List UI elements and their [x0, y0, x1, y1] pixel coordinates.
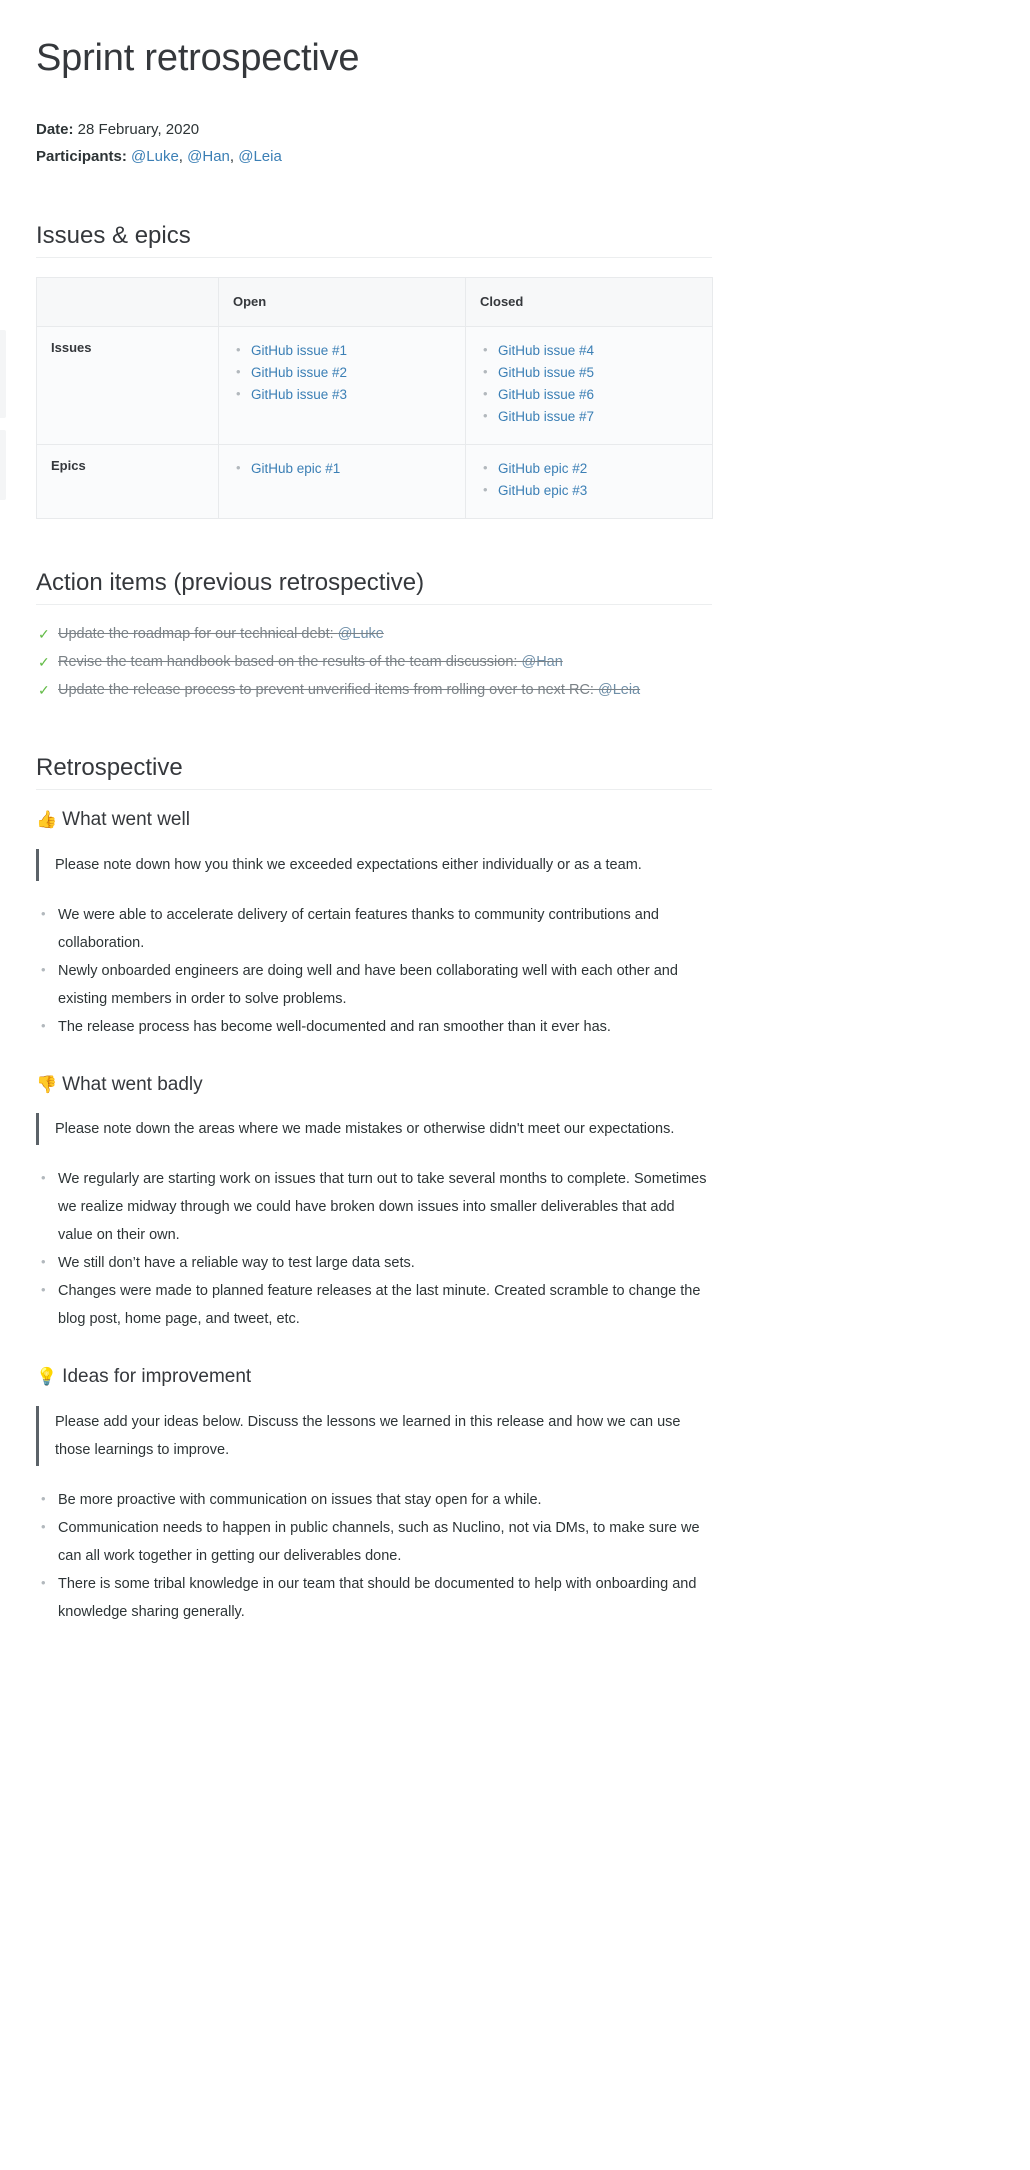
action-item-text: Update the release process to prevent unverified items from rolling over to next RC: [58, 682, 598, 699]
section-issues-epics [36, 222, 712, 519]
table-row [37, 327, 713, 445]
heading-action-items: Action items (previous retrospective) [36, 569, 712, 605]
epic-link[interactable]: GitHub epic #2 [498, 461, 588, 477]
issue-link[interactable]: GitHub issue #6 [498, 387, 595, 403]
list-item[interactable] [480, 384, 698, 406]
check-icon: ✓ [38, 626, 50, 643]
issues-epics-table [36, 277, 713, 519]
spacer [36, 1041, 712, 1055]
issue-link[interactable]: GitHub issue #7 [498, 409, 595, 425]
table-header-row [37, 278, 713, 327]
list-item[interactable] [480, 362, 698, 384]
bullets-ideas-for-improvement [36, 1486, 712, 1626]
list-epics-closed [480, 458, 698, 502]
action-item[interactable] [36, 620, 712, 648]
mention-leia[interactable]: @Leia [238, 147, 282, 165]
epic-link[interactable]: GitHub epic #1 [251, 461, 341, 477]
meta-date-value: 28 February, 2020 [73, 120, 200, 138]
list-issues-open [233, 340, 451, 406]
issue-link[interactable]: GitHub issue #5 [498, 365, 595, 381]
bullets-what-went-badly [36, 1165, 712, 1333]
meta-date-label: Date: [36, 120, 74, 138]
action-item-owner[interactable]: @Luke [337, 626, 384, 643]
column-header-blank [37, 278, 219, 327]
list-item[interactable] [233, 340, 451, 362]
action-item[interactable] [36, 676, 712, 704]
action-item-text: Update the roadmap for our technical debt: [58, 626, 338, 643]
table-row [37, 445, 713, 519]
action-item-owner[interactable]: @Han [521, 654, 563, 671]
list-item: • We regularly are starting work on issues that turn out to take several months to complete. Sometimes we realize midway through we could have broken down issues into smaller deliverables that add value on their own. [36, 1165, 712, 1249]
list-issues-closed [480, 340, 698, 428]
note-ideas-for-improvement: Please add your ideas below. Discuss the lessons we learned in this release and how we can use those learnings to improve. [36, 1406, 712, 1466]
list-item[interactable] [233, 458, 451, 480]
row-label-issues: Issues [37, 327, 219, 445]
participant-sep-2: , [229, 147, 239, 165]
subheading-label: Ideas for improvement [62, 1366, 252, 1388]
spacer [36, 1333, 712, 1347]
bullets-what-went-well [36, 901, 712, 1041]
action-item-owner[interactable]: @Leia [597, 682, 641, 699]
list-item: • The release process has become well-documented and ran smoother than it ever has. [36, 1013, 712, 1041]
list-item[interactable] [480, 480, 698, 502]
subheading-ideas-for-improvement [36, 1347, 712, 1390]
issue-link[interactable]: GitHub issue #4 [498, 343, 595, 359]
edge-artifact-bottom [0, 430, 6, 500]
list-item: • There is some tribal knowledge in our team that should be documented to help with onboarding and knowledge sharing generally. [36, 1570, 712, 1626]
list-item[interactable] [480, 458, 698, 480]
document-body [36, 0, 712, 1626]
section-action-items [36, 569, 712, 704]
action-items-list [36, 620, 712, 704]
list-item: • Communication needs to happen in public channels, such as Nuclino, not via DMs, to make sure we can all work together in getting our deliverables done. [36, 1514, 712, 1570]
mention-han[interactable]: @Han [187, 147, 230, 165]
list-item[interactable] [233, 384, 451, 406]
list-item: • Changes were made to planned feature releases at the last minute. Created scramble to change the blog post, home page, and tweet, etc. [36, 1277, 712, 1333]
lightbulb-icon: 💡 [36, 1367, 58, 1387]
thumbs-up-icon: 👍 [36, 810, 58, 830]
list-item[interactable] [480, 340, 698, 362]
cell-issues-closed [466, 327, 713, 445]
heading-retrospective: Retrospective [36, 754, 712, 790]
column-header-open: Open [219, 278, 466, 327]
cell-epics-open [219, 445, 466, 519]
issue-link[interactable]: GitHub issue #3 [251, 387, 348, 403]
issue-link[interactable]: GitHub issue #1 [251, 343, 348, 359]
subheading-what-went-badly [36, 1055, 712, 1098]
list-item[interactable] [480, 406, 698, 428]
row-label-epics: Epics [37, 445, 219, 519]
list-item[interactable] [233, 362, 451, 384]
cell-issues-open [219, 327, 466, 445]
check-icon: ✓ [38, 654, 50, 671]
participant-sep-1: , [178, 147, 188, 165]
cell-epics-closed [466, 445, 713, 519]
heading-issues-epics: Issues & epics [36, 222, 712, 258]
mention-luke[interactable]: @Luke [131, 147, 179, 165]
list-item: • We were able to accelerate delivery of certain features thanks to community contributions and collaboration. [36, 901, 712, 957]
subheading-label: What went well [62, 809, 190, 831]
list-item: • Newly onboarded engineers are doing well and have been collaborating well with each other and existing members in order to solve problems. [36, 957, 712, 1013]
note-what-went-badly: Please note down the areas where we made mistakes or otherwise didn't meet our expectations. [36, 1113, 712, 1145]
action-item[interactable] [36, 648, 712, 676]
section-retrospective [36, 754, 712, 1626]
meta-participants [36, 145, 712, 168]
list-item: • Be more proactive with communication on issues that stay open for a while. [36, 1486, 712, 1514]
subheading-what-went-well [36, 790, 712, 833]
list-epics-open [233, 458, 451, 480]
page-title: Sprint retrospective [36, 37, 360, 79]
column-header-closed: Closed [466, 278, 713, 327]
note-what-went-well: Please note down how you think we exceeded expectations either individually or as a team. [36, 849, 712, 881]
action-item-text: Revise the team handbook based on the results of the team discussion: [58, 654, 522, 671]
list-item: • We still don’t have a reliable way to test large data sets. [36, 1249, 712, 1277]
edge-artifact-top [0, 330, 6, 418]
thumbs-down-icon: 👎 [36, 1074, 58, 1094]
meta-date [36, 118, 712, 141]
issue-link[interactable]: GitHub issue #2 [251, 365, 348, 381]
check-icon: ✓ [38, 682, 50, 699]
meta-participants-label: Participants: [36, 147, 127, 165]
subheading-label: What went badly [62, 1073, 203, 1095]
epic-link[interactable]: GitHub epic #3 [498, 483, 588, 499]
